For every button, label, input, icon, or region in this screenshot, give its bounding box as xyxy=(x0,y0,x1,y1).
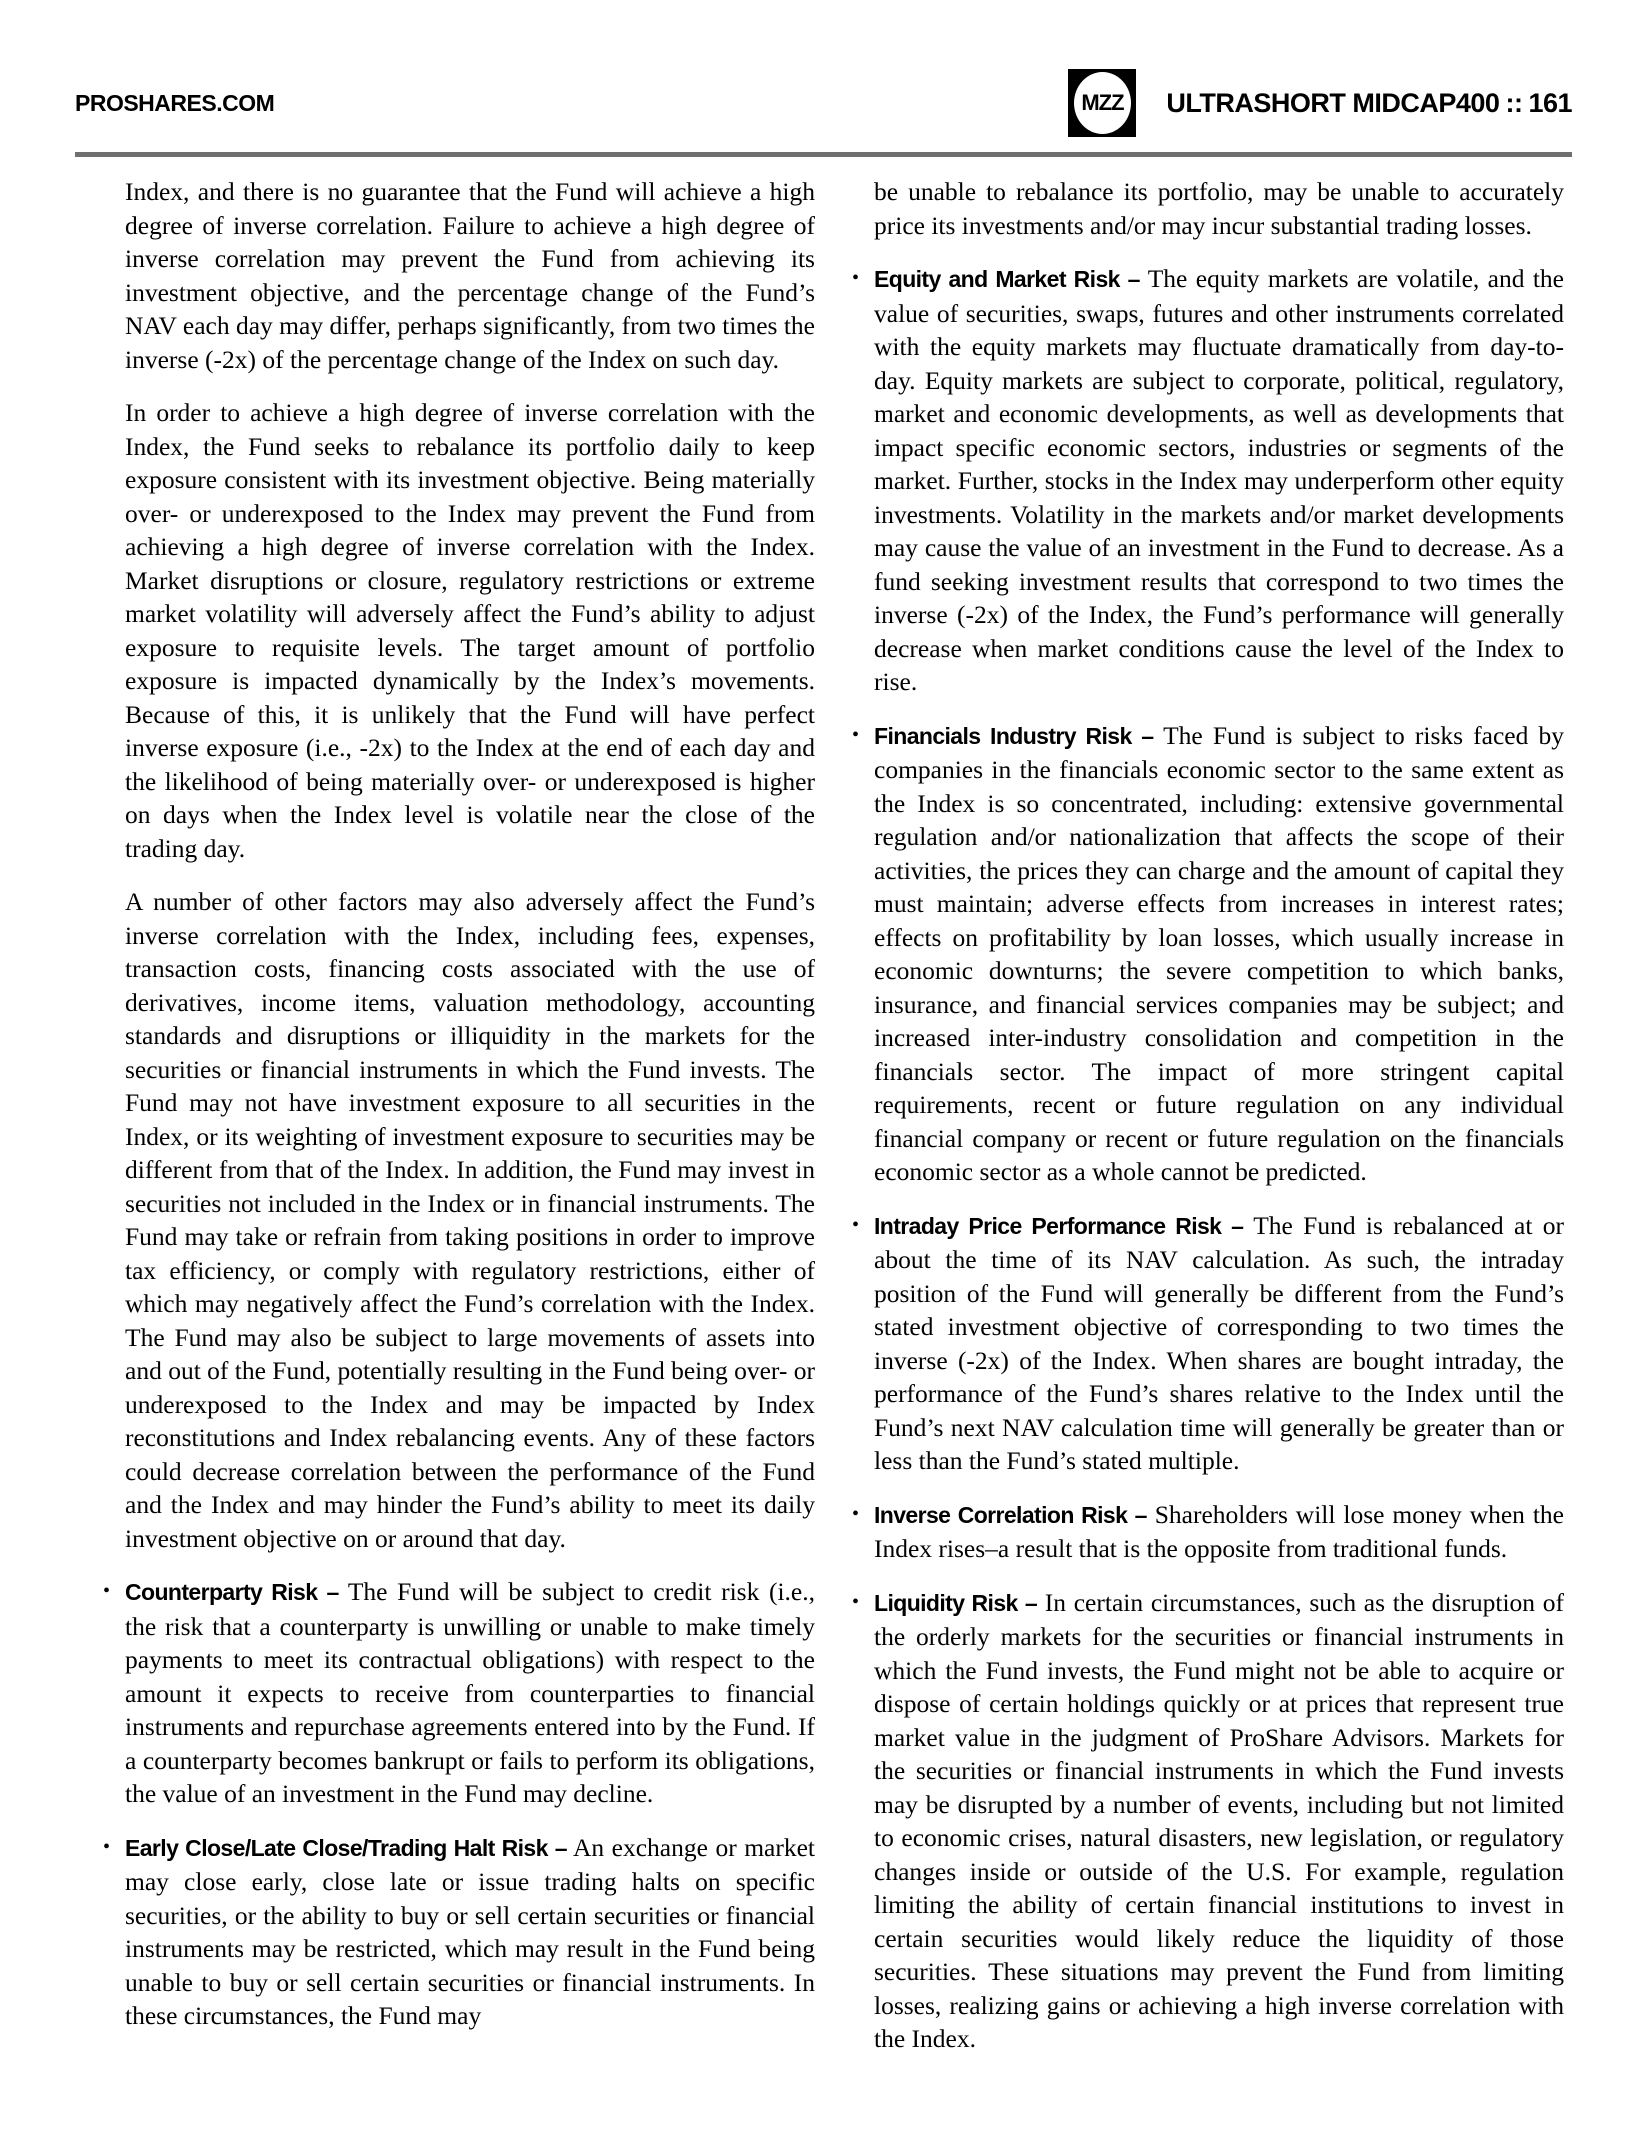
risk-title: Liquidity Risk – xyxy=(874,1589,1038,1616)
risk-item-financials-industry xyxy=(852,719,1564,1189)
fund-ticker-badge xyxy=(1068,69,1136,137)
risk-content xyxy=(874,1209,1564,1478)
paragraph: Index, and there is no guarantee that the Fund will achieve a high degree of inverse correlation. Failure to achieve a high degree of inverse correlation may prevent the Fund from achieving its investment objective, and the percentage change of the Fund’s NAV each day may differ, perhaps significantly, from two times the inverse (-2x) of the percentage change of the Index on such day. xyxy=(125,177,815,374)
risk-content xyxy=(874,1498,1564,1566)
risk-text: The equity markets are volatile, and the value of securities, swaps, futures and other instruments correlated with the equity markets may fluctuate dramatically from day-to-day. Equity markets are subject to corporate, political, regulatory, market and economic developments, as well as developments that impact specific economic sectors, industries or segments of the market. Further, stocks in the Index may underperform other equity investments. Volatility in the markets and/or market developments may cause the value of an investment in the Fund to decrease. As a fund seeking investment results that correspond to two times the inverse (-2x) of the Index, the Fund’s performance will generally decrease when market conditions cause the level of the Index to rise. xyxy=(874,264,1564,696)
page-number: 161 xyxy=(1528,87,1572,118)
header-separator: :: xyxy=(1505,87,1523,118)
risk-title: Inverse Correlation Risk – xyxy=(874,1501,1147,1528)
bullet-icon: • xyxy=(852,267,860,289)
risk-content xyxy=(125,1831,815,2033)
paragraph: A number of other factors may also adversely affect the Fund’s inverse correlation with the Index, including fees, expenses, transaction costs, financing costs associated with the use of derivatives, income items, valuation methodology, accounting standards and disruptions or illiquidity in the markets for the securities or financial instruments in which the Fund invests. The Fund may not have investment exposure to all securities in the Index, or its weighting of investment exposure to securities may be different from that of the Index. In addition, the Fund may invest in securities not included in the Index or in financial instruments. The Fund may take or refrain from taking positions in order to improve tax efficiency, or comply with regulatory restrictions, either of which may negatively affect the Fund’s correlation with the Index. The Fund may also be subject to large movements of assets into and out of the Fund, potentially resulting in the Fund being over- or underexposed to the Index and may be impacted by Index reconstitutions and Index rebalancing events. Any of these factors could decrease correlation between the performance of the Fund and the Index and may hinder the Fund’s ability to meet its daily investment objective on or around that day. xyxy=(125,887,816,1553)
risk-title: Counterparty Risk – xyxy=(125,1579,339,1605)
risk-item-inverse-correlation xyxy=(852,1498,1564,1566)
risk-title: Financials Industry Risk – xyxy=(874,722,1154,749)
risk-content xyxy=(874,719,1564,1189)
risk-item-equity-market xyxy=(852,262,1564,699)
bullet-icon: • xyxy=(103,1580,111,1602)
paragraph: In order to achieve a high degree of inverse correlation with the Index, the Fund seeks to rebalance its portfolio daily to keep exposure consistent with its investment objective. Being materially over- or underexposed to the Index may prevent the Fund from achieving a high degree of inverse correlation with the Index. Market disruptions or closure, regulatory restrictions or extreme market volatility will adversely affect the Fund’s ability to adjust exposure to requisite levels. The target amount of portfolio exposure is impacted dynamically by the Index’s movements. Because of this, it is unlikely that the Fund will have perfect inverse exposure (i.e., -2x) to the Index at the end of each day and the likelihood of being materially over- or underexposed is higher on days when the Index level is volatile near the close of the trading day. xyxy=(125,398,815,863)
continuation-paragraph: be unable to rebalance its portfolio, may be unable to accurately price its investments and/or may incur substantial trading losses. xyxy=(874,177,1564,240)
bullet-icon: • xyxy=(852,1590,860,1613)
risk-text: The Fund is subject to risks faced by companies in the financials economic sector to the same extent as the Index is so concentrated, including: extensive governmental regulation and/or nationalization that affects the scope of their activities, the prices they can charge and the amount of capital they must maintain; adverse effects from increases in interest rates; effects on profitability by loan losses, which usually increase in economic downturns; the severe competition to which banks, insurance, and financial services companies may be subject; and increased inter-industry consolidation and competition in the financials sector. The impact of more stringent capital requirements, recent or future regulation on any individual financial company or recent or future regulation on the financials economic sector as a whole cannot be predicted. xyxy=(874,720,1564,1186)
bullet-icon: • xyxy=(103,1835,111,1858)
risk-text: In certain circumstances, such as the disruption of the orderly markets for the securities or financial instruments in which the Fund invests, the Fund might not be able to acquire or dispose of certain holdings quickly or at prices that represent true market value in the judgment of ProShare Advisors. Markets for the securities or financial instruments in which the Fund invests may be disrupted by a number of events, including but not limited to economic crises, natural disasters, new legislation, or regulatory changes inside or outside of the U.S. For example, regulation limiting the ability of certain financial institutions to invest in certain securities would likely reduce the liquidity of those securities. These situations may prevent the Fund from limiting losses, realizing gains or achieving a high inverse correlation with the Index. xyxy=(874,1587,1565,2053)
risk-item-liquidity xyxy=(852,1586,1564,2056)
risk-text: An exchange or market may close early, close late or issue trading halts on specific securities, or the ability to buy or sell certain securities or financial instruments may be restricted, which may result in the Fund being unable to buy or sell certain securities or financial instruments. In these circumstances, the Fund may xyxy=(125,1832,815,2030)
bullet-icon: • xyxy=(852,723,860,746)
bullet-icon: • xyxy=(852,1213,860,1236)
risk-title: Equity and Market Risk – xyxy=(874,266,1140,292)
risk-text: The Fund will be subject to credit risk (i.e., the risk that a counterparty is unwilling or unable to make timely payments to meet its contractual obligations) with respect to the amount it expects to receive from counterparties to financial instruments and repurchase agreements entered into by the Fund. If a counterparty becomes bankrupt or fails to perform its obligations, the value of an investment in the Fund may decline. xyxy=(125,1577,815,1808)
page-header xyxy=(75,68,1572,138)
site-url: PROSHARES.COM xyxy=(75,89,275,116)
risk-title: Early Close/Late Close/Trading Halt Risk – xyxy=(125,1834,567,1861)
risk-text: Shareholders will lose money when the Index rises–a result that is the opposite from traditional funds. xyxy=(874,1499,1565,1563)
header-rule xyxy=(75,152,1572,157)
fund-name: ULTRASHORT MIDCAP400 xyxy=(1166,87,1500,118)
risk-item-intraday-price xyxy=(852,1209,1564,1478)
risk-content xyxy=(125,1575,815,1811)
risk-item-counterparty xyxy=(103,1575,815,1811)
left-column xyxy=(103,175,815,2053)
risk-title: Intraday Price Performance Risk – xyxy=(874,1212,1244,1239)
fund-header xyxy=(1166,88,1572,119)
risk-item-early-close xyxy=(103,1831,815,2033)
ticker-circle xyxy=(1074,72,1131,134)
risk-content xyxy=(874,1586,1564,2056)
bullet-icon: • xyxy=(852,1502,860,1525)
risk-text: The Fund is rebalanced at or about the time of its NAV calculation. As such, the intraday position of the Fund will generally be different from the Fund’s stated investment objective of corresponding to two times the inverse (-2x) of the Index. When shares are bought intraday, the performance of the Fund’s shares relative to the Index until the Fund’s next NAV calculation time will generally be greater than or less than the Fund’s stated multiple. xyxy=(874,1210,1564,1475)
risk-content xyxy=(874,262,1564,699)
right-column xyxy=(852,175,1564,2076)
ticker-label: MZZ xyxy=(1081,90,1124,115)
